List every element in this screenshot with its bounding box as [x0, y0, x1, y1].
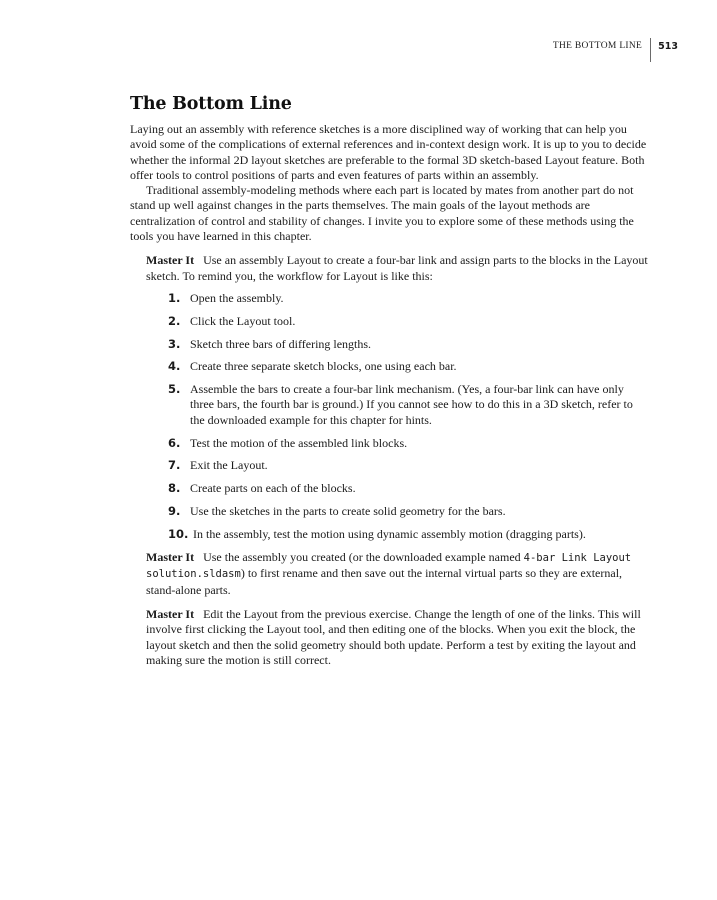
master-it-label: Master It	[146, 550, 195, 565]
step-text: Open the assembly.	[190, 290, 284, 305]
list-item	[168, 382, 650, 428]
master-it-label: Master It	[146, 606, 195, 621]
running-header-title: THE BOTTOM LINE	[552, 41, 643, 51]
step-text: Click the Layout tool.	[190, 313, 296, 328]
master-it-text: Edit the Layout from the previous exercise. Change the length of one of the links. This will involve first clicking the Layout tool, and then editing one of the blocks. When you exit the block, the layout sketch and then the solid geometry should both update. Perform a test by exiting the layout and making sure the motion is still correct.	[146, 606, 641, 667]
workflow-steps	[130, 291, 650, 542]
master-it-2	[146, 550, 650, 598]
step-number: 8.	[168, 481, 181, 496]
file-name-code: 4-bar Link Layout solution.sldasm	[146, 552, 632, 581]
running-header	[553, 38, 678, 62]
step-text: Sketch three bars of differing lengths.	[190, 336, 372, 351]
step-text: Test the motion of the assembled link blocks.	[190, 435, 408, 450]
step-number: 7.	[168, 458, 181, 473]
master-it-label: Master It	[146, 253, 195, 268]
body-paragraph-1: Laying out an assembly with reference sketches is a more disciplined way of working that can help you avoid some of the complications of external references and in-context design work. It is up to you to decide whether the informal 2D layout sketches are preferable to the formal 3D sketch-based Layout feature. Both offer tools to control positions of parts and even features of parts within an assembly.	[130, 122, 647, 182]
step-text: In the assembly, test the motion using dynamic assembly motion (dragging parts).	[193, 526, 586, 541]
body-paragraph-2: Traditional assembly-modeling methods where each part is located by mates from another part do not stand up well against changes in the parts themselves. The main goals of the layout methods are centralization of control and stability of changes. I invite you to explore some of these methods using the tools you have learned in this chapter.	[130, 183, 634, 244]
list-item	[168, 314, 650, 329]
step-text: Create parts on each of the blocks.	[190, 481, 356, 496]
list-item	[168, 527, 650, 542]
list-item	[168, 504, 650, 519]
master-it-1	[146, 253, 650, 284]
list-item	[168, 291, 650, 306]
list-item	[168, 481, 650, 496]
step-number: 1.	[168, 290, 181, 305]
step-number: 2.	[168, 313, 181, 328]
master-it-text: Use an assembly Layout to create a four-bar link and assign parts to the blocks in the Layout sketch. To remind you, the workflow for Layout is like this:	[146, 253, 648, 283]
step-number: 10.	[168, 526, 189, 541]
list-item	[168, 458, 650, 473]
master-it-text-continued: ) to first rename and then save out the internal virtual parts so they are external, stand-alone parts.	[146, 566, 623, 597]
step-number: 9.	[168, 503, 181, 518]
list-item	[168, 337, 650, 352]
step-text: Assemble the bars to create a four-bar link mechanism. (Yes, a four-bar link can have only three bars, the fourth bar is ground.) If you cannot see how to do this in a 3D sketch, refer to the downloaded example for this chapter for hints.	[190, 382, 633, 427]
step-text: Exit the Layout.	[190, 458, 268, 473]
step-number: 4.	[168, 359, 181, 374]
step-text: Use the sketches in the parts to create solid geometry for the bars.	[190, 503, 506, 518]
section-heading: The Bottom Line	[130, 94, 292, 114]
page-body	[130, 94, 650, 668]
master-it-text: Use the assembly you created (or the downloaded example named	[203, 550, 521, 565]
master-it-3	[146, 607, 650, 668]
step-number: 3.	[168, 336, 181, 351]
page-number: 513	[658, 41, 678, 52]
step-number: 5.	[168, 382, 181, 397]
list-item	[168, 436, 650, 451]
step-text: Create three separate sketch blocks, one using each bar.	[190, 359, 457, 374]
list-item	[168, 359, 650, 374]
step-number: 6.	[168, 435, 181, 450]
